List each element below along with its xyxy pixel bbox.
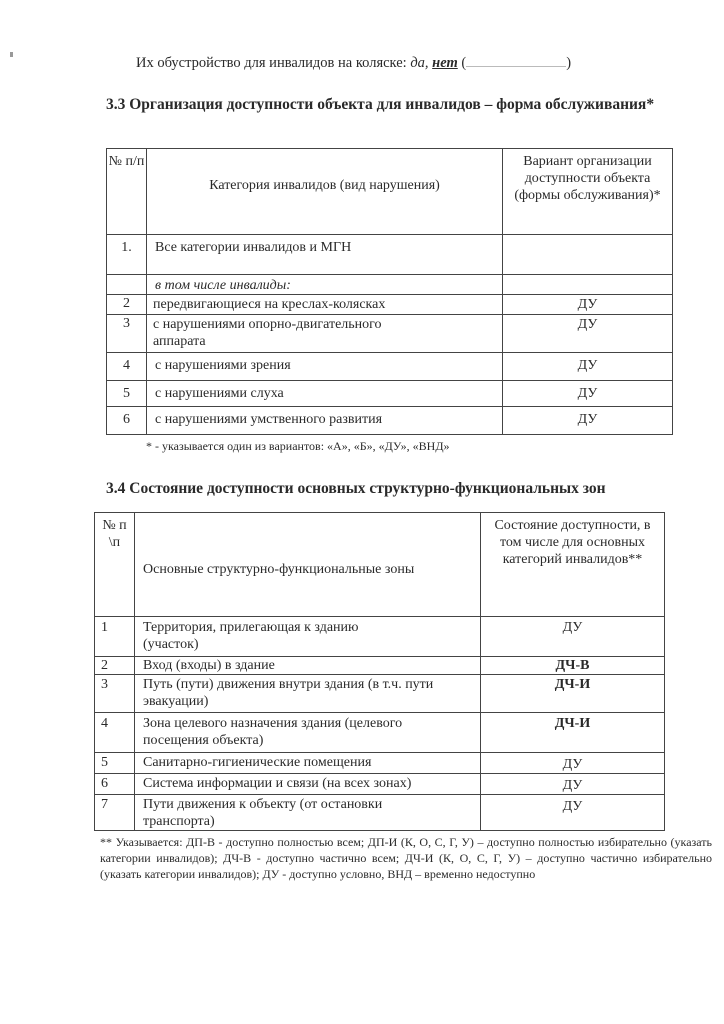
row-num: 6 [107,407,147,435]
footnote-variants: * - указывается один из вариантов: «А», «Б», «ДУ», «ВНД» [146,439,450,453]
row-value: ДУ [503,353,673,381]
row-num: 7 [95,795,135,831]
row-value: ДЧ-И [481,675,665,713]
zones-table [94,512,665,831]
row-zone: Система информации и связи (на всех зонах) [135,774,481,795]
header-category: Категория инвалидов (вид нарушения) [147,149,503,235]
scan-mark [10,52,13,57]
header-state: Состояние доступности, в том числе для основных категорий инвалидов** [481,513,665,617]
row-value: ДУ [503,407,673,435]
row-category: передвигающиеся на креслах-колясках [147,295,503,315]
wheelchair-arrangement-line [136,54,571,72]
footnote-legend: ** Указывается: ДП-В - доступно полностью всем; ДП-И (К, О, С, Г, У) – доступно полностью избирательно (указать категории инвалидов); ДЧ-В - доступно частично всем; ДЧ-И (К, О, С, Г, У) – доступно частично избирательно (указать категории инвалидов); ДУ - доступно условно, ВНД – временно недоступно [100,835,712,881]
row-num: 5 [107,381,147,407]
row-value: ДУ [503,295,673,315]
row-zone: Пути движения к объекту (от остановки транспорта) [135,795,481,831]
row-num: 4 [95,713,135,753]
table-row [107,407,673,435]
row-category: в том числе инвалиды: [147,275,503,295]
row-value: ДУ [481,795,665,831]
row-num [107,275,147,295]
row-zone: Зона целевого назначения здания (целевого посещения объекта) [135,713,481,753]
row-num: 1 [95,617,135,657]
row-zone: Территория, прилегающая к зданию (участок) [135,617,481,657]
row-category: с нарушениями слуха [147,381,503,407]
row-zone: Санитарно-гигиенические помещения [135,753,481,774]
table-row [95,713,665,753]
table-row [95,657,665,675]
row-num: 6 [95,774,135,795]
table-row [107,275,673,295]
table-row [95,753,665,774]
row-num: 2 [95,657,135,675]
table-row [95,774,665,795]
row-value: ДУ [481,617,665,657]
table-row [95,617,665,657]
row-value: ДУ [481,753,665,774]
blank-field [466,54,566,67]
table-row [107,315,673,353]
service-form-table [106,148,673,435]
row-value: ДЧ-В [481,657,665,675]
no-option: нет [432,55,458,71]
row-value: ДУ [503,315,673,353]
paren-close: ) [566,55,572,71]
row-value: ДУ [503,381,673,407]
section-3-4-title: 3.4 Состояние доступности основных структурно-функциональных зон [106,480,606,497]
row-value [503,275,673,295]
header-num: № п/п [107,149,147,235]
table-row [107,353,673,381]
row-num: 4 [107,353,147,381]
table-row [107,235,673,275]
header-variant: Вариант организации доступности объекта (формы обслуживания)* [503,149,673,235]
table-row [107,295,673,315]
row-zone: Путь (пути) движения внутри здания (в т.ч. пути эвакуации) [135,675,481,713]
yes-option: да, [410,55,429,71]
row-value: ДЧ-И [481,713,665,753]
intro-text: Их обустройство для инвалидов на коляске: [136,55,407,71]
section-3-3-title: 3.3 Организация доступности объекта для инвалидов – форма обслуживания* [106,96,655,113]
table-row [107,381,673,407]
table-header-row [107,149,673,235]
row-num: 3 [107,315,147,353]
row-num: 3 [95,675,135,713]
row-category: с нарушениями зрения [147,353,503,381]
row-value: ДУ [481,774,665,795]
table-header-row [95,513,665,617]
header-num: № п \п [95,513,135,617]
row-zone: Вход (входы) в здание [135,657,481,675]
row-category: с нарушениями опорно-двигательного аппарата [147,315,503,353]
table-row [95,675,665,713]
row-num: 5 [95,753,135,774]
row-value [503,235,673,275]
paren-open: ( [461,55,467,71]
row-num: 2 [107,295,147,315]
header-zone: Основные структурно-функциональные зоны [135,513,481,617]
row-category: Все категории инвалидов и МГН [147,235,503,275]
row-category: с нарушениями умственного развития [147,407,503,435]
row-num: 1. [107,235,147,275]
table-row [95,795,665,831]
